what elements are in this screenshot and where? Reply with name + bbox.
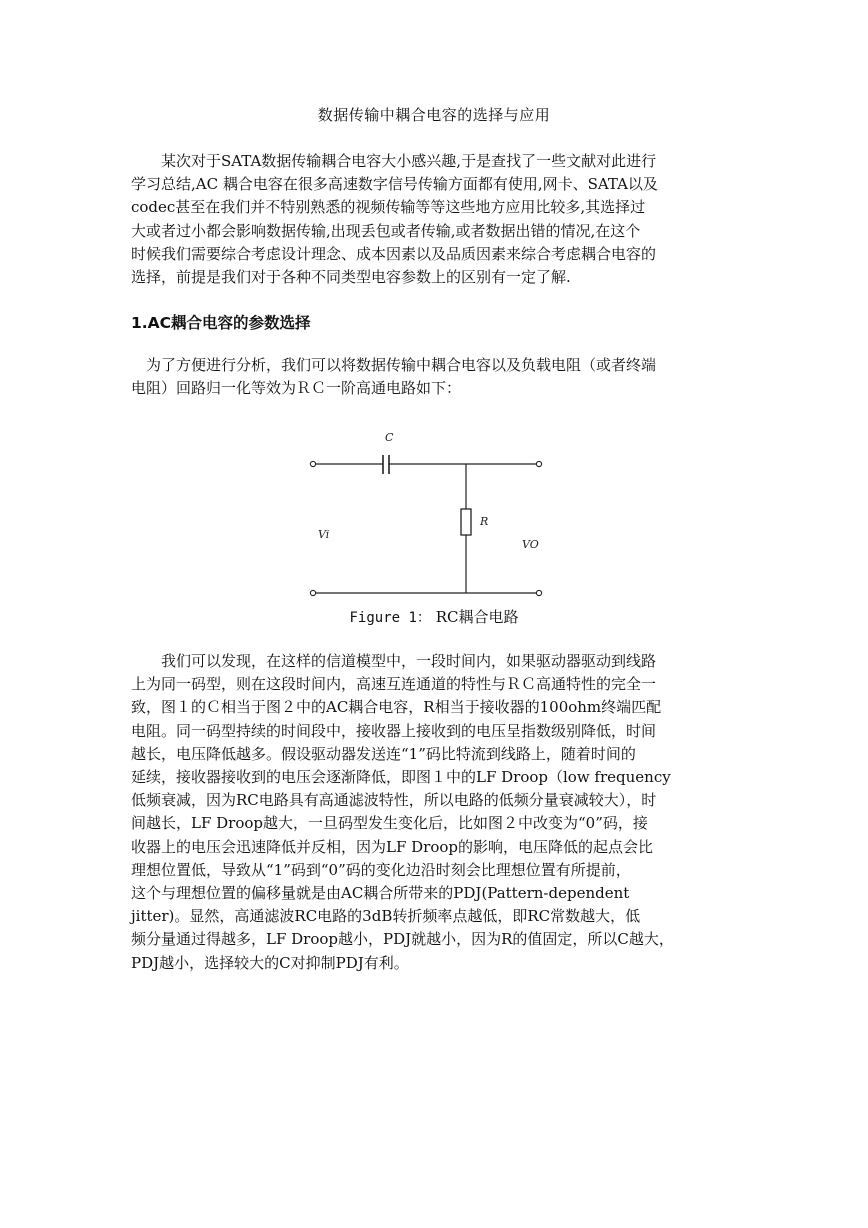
section1-intro-line: 为了方便进行分析，我们可以将数据传输中耦合电容以及负载电阻（或者终端 bbox=[131, 356, 657, 374]
intro-line: 选择，前提是我们对于各种不同类型电容参数上的区别有一定了解. bbox=[131, 268, 571, 287]
terminal-in-top bbox=[310, 461, 315, 466]
section-heading: 1.AC耦合电容的参数选择 bbox=[131, 314, 311, 332]
body-line: 延续，接收器接收到的电压会逐渐降低，即图１中的LF Droop（low frequency bbox=[131, 768, 671, 787]
body-paragraph bbox=[131, 650, 737, 975]
body-line: 越长，电压降低越多。假设驱动器发送连“1”码比特流到线路上，随着时间的 bbox=[131, 744, 636, 763]
caption-text: RC耦合电路 bbox=[430, 608, 519, 626]
body-line: jitter)。显然，高通滤波RC电路的3dB转折频率点越低，即RC常数越大，低 bbox=[131, 907, 641, 926]
terminal-out-top bbox=[536, 461, 541, 466]
intro-line: 时候我们需要综合考虑设计理念、成本因素以及品质因素来综合考虑耦合电容的 bbox=[131, 244, 657, 263]
body-line: 上为同一码型，则在这段时间内，高速互连通道的特性与ＲＣ高通特性的完全一 bbox=[131, 675, 657, 694]
body-line: 致，图１的Ｃ相当于图２中的AC耦合电容，R相当于接收器的100ohm终端匹配 bbox=[131, 698, 662, 717]
section1-intro-line: 电阻）回路归一化等效为ＲＣ一阶高通电路如下： bbox=[131, 379, 462, 398]
body-line: 收器上的电压会迅速降低并反相，因为LF Droop的影响，电压降低的起点会比 bbox=[131, 837, 654, 856]
body-line: 低频衰减，因为RC电路具有高通滤波特性，所以电路的低频分量衰减较大），时 bbox=[131, 791, 657, 810]
body-line: 理想位置低，导致从“1”码到“0”码的变化边沿时刻会比理想位置有所提前， bbox=[131, 860, 631, 879]
label-vo: VO bbox=[522, 538, 539, 551]
rc-circuit-diagram bbox=[300, 424, 560, 604]
body-line: 间越长，LF Droop越大，一旦码型发生变化后，比如图２中改变为“0”码，接 bbox=[131, 814, 648, 833]
label-r: R bbox=[480, 515, 489, 528]
intro-line: codec甚至在我们并不特别熟悉的视频传输等等这些地方应用比较多,其选择过 bbox=[131, 198, 646, 217]
caption-prefix: Figure 1： bbox=[349, 610, 431, 626]
body-line: 电阻。同一码型持续的时间段中，接收器上接收到的电压呈指数级别降低，时间 bbox=[131, 721, 657, 740]
intro-line: 学习总结,AC 耦合电容在很多高速数字信号传输方面都有使用,网卡、SATA以及 bbox=[131, 175, 658, 194]
label-vi: Vi bbox=[318, 528, 330, 541]
intro-line: 某次对于SATA数据传输耦合电容大小感兴趣,于是查找了一些文献对此进行 bbox=[131, 152, 657, 170]
intro-paragraph bbox=[131, 150, 737, 289]
body-line: 我们可以发现，在这样的信道模型中，一段时间内，如果驱动器驱动到线路 bbox=[131, 652, 657, 670]
label-c: C bbox=[385, 431, 394, 444]
body-line: 频分量通过得越多，LF Droop越小，PDJ就越小，因为R的值固定，所以C越大， bbox=[131, 930, 674, 949]
terminal-out-bottom bbox=[536, 590, 541, 595]
section1-intro-paragraph bbox=[131, 354, 737, 400]
resistor bbox=[461, 509, 471, 535]
figure-caption bbox=[0, 606, 868, 629]
body-line: PDJ越小，选择较大的C对抑制PDJ有利。 bbox=[131, 953, 409, 972]
body-line: 这个与理想位置的偏移量就是由AC耦合所带来的PDJ(Pattern-dependent bbox=[131, 884, 630, 903]
document-title: 数据传输中耦合电容的选择与应用 bbox=[317, 106, 551, 124]
intro-line: 大或者过小都会影响数据传输,出现丢包或者传输,或者数据出错的情况,在这个 bbox=[131, 221, 641, 240]
terminal-in-bottom bbox=[310, 590, 315, 595]
